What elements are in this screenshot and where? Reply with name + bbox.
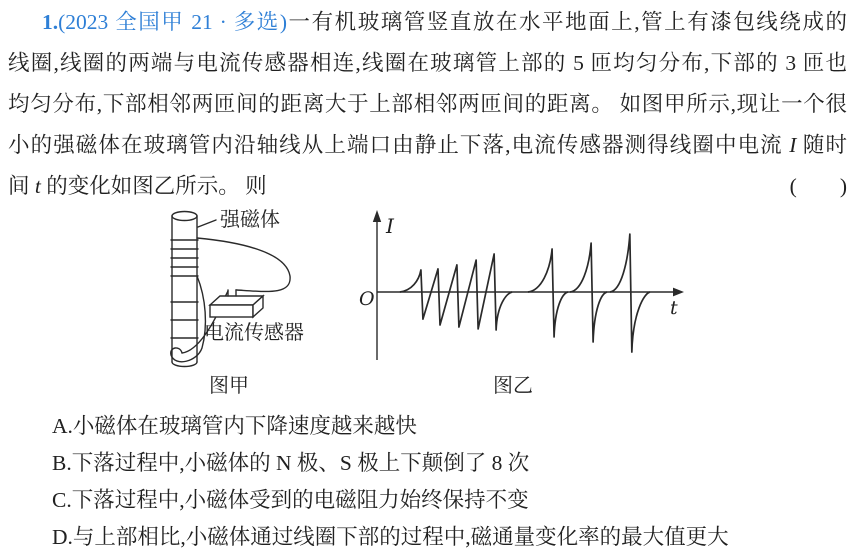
current-curve [400,234,650,352]
x-axis-arrow [673,288,684,297]
option-d-text: 与上部相比,小磁体通过线圈下部的过程中,磁通量变化率的最大值更大 [72,525,729,549]
origin-label: O [359,288,375,310]
option-b-label: B. [52,451,72,475]
option-b [52,450,842,476]
option-c-label: C. [52,488,72,512]
question-source: (2023 全国甲 21 · 多选) [58,10,288,34]
wire-bottom-to-sensor [171,276,228,362]
stem-line-5 [8,172,847,200]
stem-line5-text: 间 t 的变化如图乙所示。 则 [8,174,267,198]
coil-upper-turns [171,240,198,276]
stem-line-1 [8,8,847,36]
glass-tube [172,212,197,367]
option-a [52,413,842,439]
stem-line-3: 均匀分布,下部相邻两匝间的距离大于上部相邻两匝间的距离。 如图甲所示,现让一个很 [8,92,847,116]
figure-jia-caption: 图甲 [209,375,249,397]
magnet-label: 强磁体 [220,209,280,231]
sensor-label: 电流传感器 [204,322,304,344]
stem-line1-text: 一有机玻璃管竖直放在水平地面上,管上有漆包线绕成的 [287,10,847,34]
x-axis-label: t [670,297,678,319]
coil-lower-turns [171,302,198,338]
current-symbol: I [789,133,797,157]
option-a-text: 小磁体在玻璃管内下降速度越来越快 [72,414,417,438]
figure-yi-caption: 图乙 [493,375,533,397]
option-c-text: 下落过程中,小磁体受到的电磁阻力始终保持不变 [71,488,529,512]
current-sensor-box [210,290,263,317]
time-symbol: t [34,174,41,198]
y-axis-arrow [373,210,381,222]
y-axis-label: I [386,214,394,238]
stem-line-4 [8,131,847,159]
answer-blank: ( ) [789,174,847,198]
stem-line-2: 线圈,线圈的两端与电流传感器相连,线圈在玻璃管上部的 5 匝均匀分布,下部的 3 匝也 [8,51,847,75]
stem-line4-tail: 随时 [796,133,847,157]
option-c [52,487,842,513]
question-number: 1. [42,10,59,34]
magnet-pointer-line [198,220,216,227]
option-d-label: D. [52,525,73,549]
stem-line4-text: 小的强磁体在玻璃管内沿轴线从上端口由静止下落,电流传感器测得线圈中电流 [8,133,790,157]
wire-top-to-sensor [197,238,290,291]
figure-jia [140,202,350,400]
option-b-text: 下落过程中,小磁体的 N 极、S 极上下颠倒了 8 次 [71,451,530,475]
option-a-label: A. [52,414,73,438]
figure-yi [350,202,690,400]
option-d [52,524,842,550]
